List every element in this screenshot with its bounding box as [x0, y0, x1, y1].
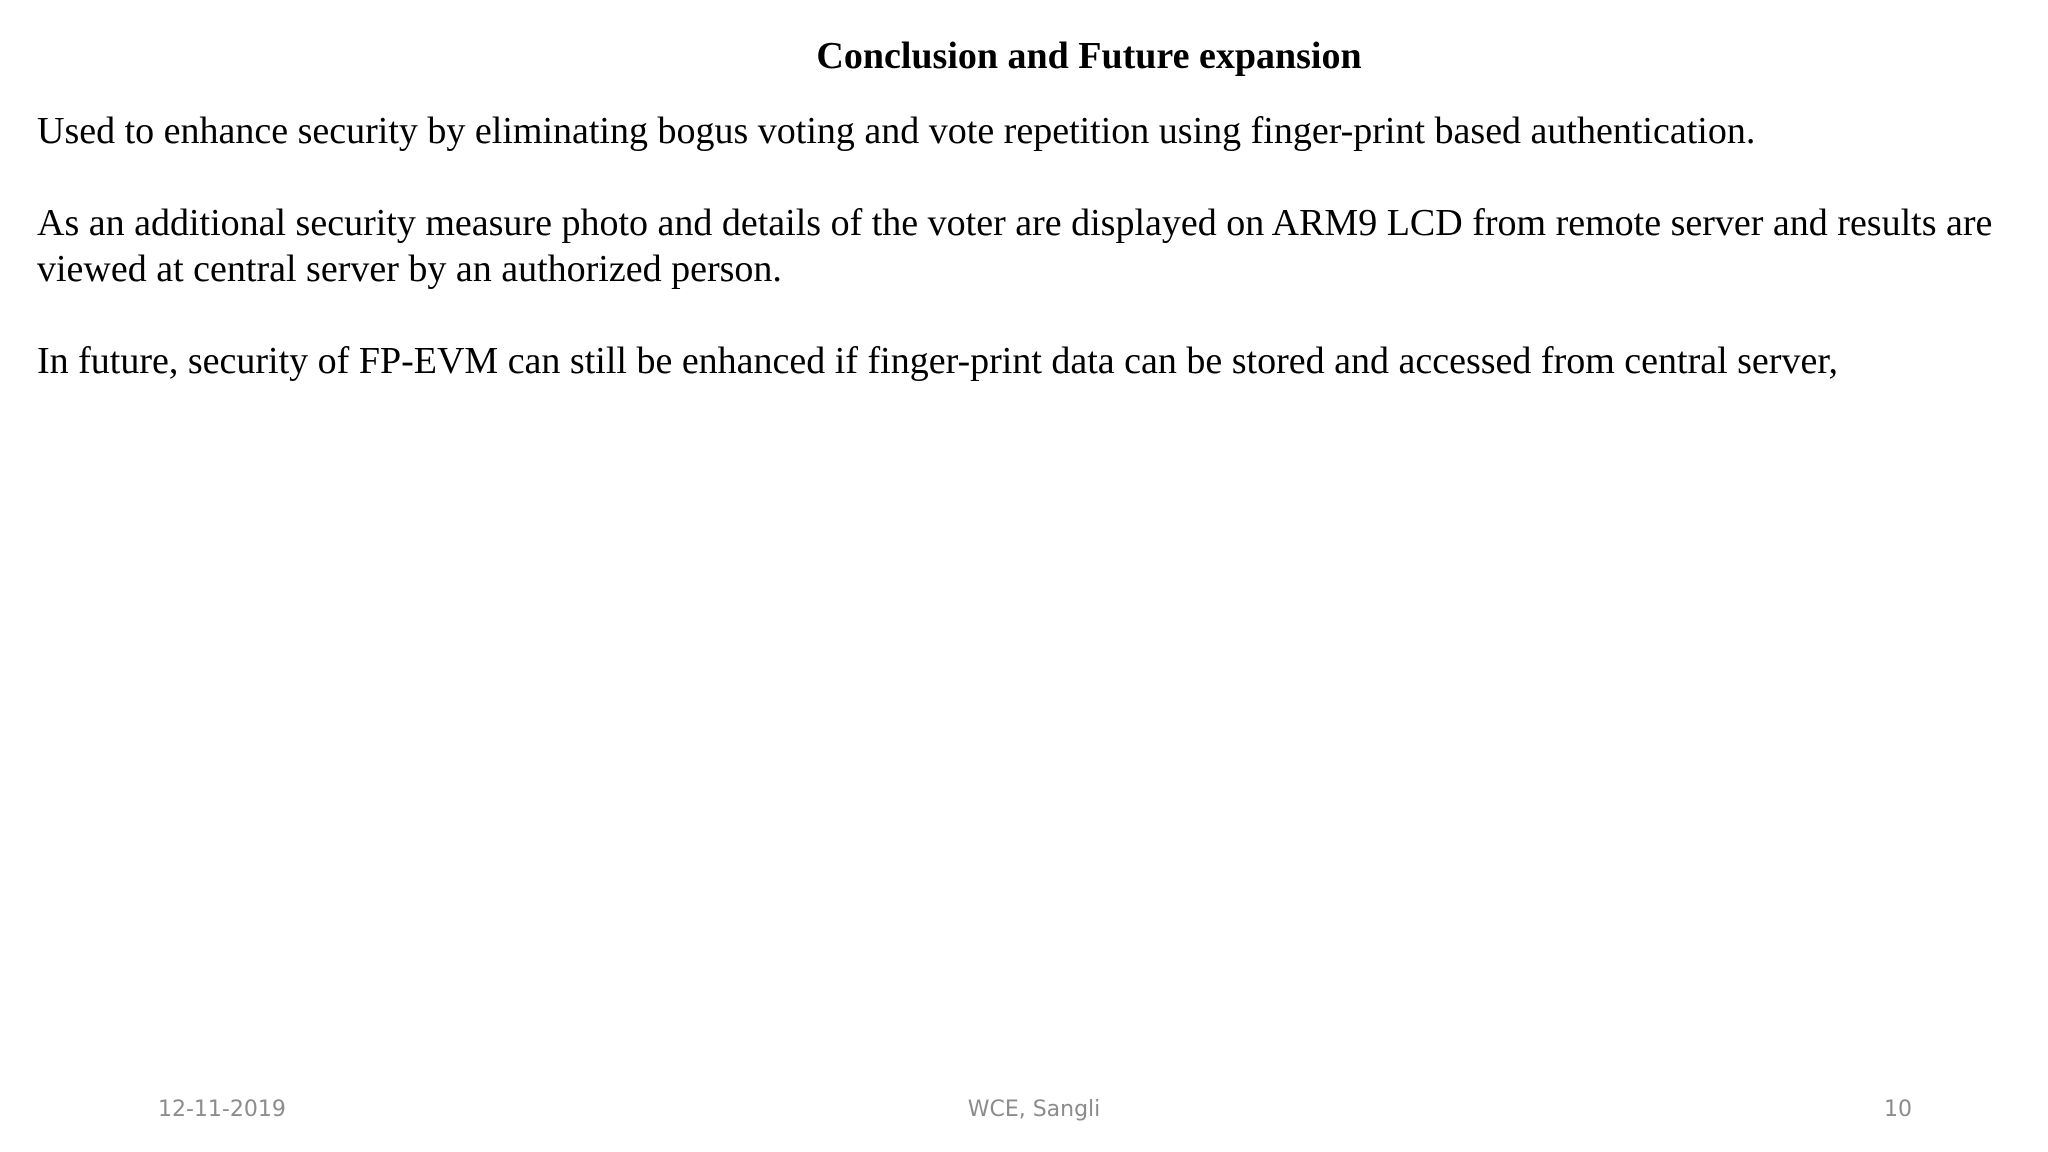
footer-center-text: WCE, Sangli: [967, 1097, 1101, 1122]
paragraph-1: Used to enhance security by eliminating bogus voting and vote repetition using finger-print based authentication.: [37, 110, 1756, 152]
paragraph-2: As an additional security measure photo and details of the voter are displayed on ARM9 LCD from remote server and results are viewed at central server by an authorized person.: [37, 202, 1993, 290]
slide-body: [37, 108, 2012, 430]
slide-title: Conclusion and Future expansion: [816, 35, 1362, 77]
footer-page-number: 10: [1884, 1097, 1912, 1122]
paragraph-3: In future, security of FP-EVM can still be enhanced if finger-print data can be stored and accessed from central server,: [37, 340, 1838, 382]
footer-date: 12-11-2019: [158, 1097, 286, 1122]
